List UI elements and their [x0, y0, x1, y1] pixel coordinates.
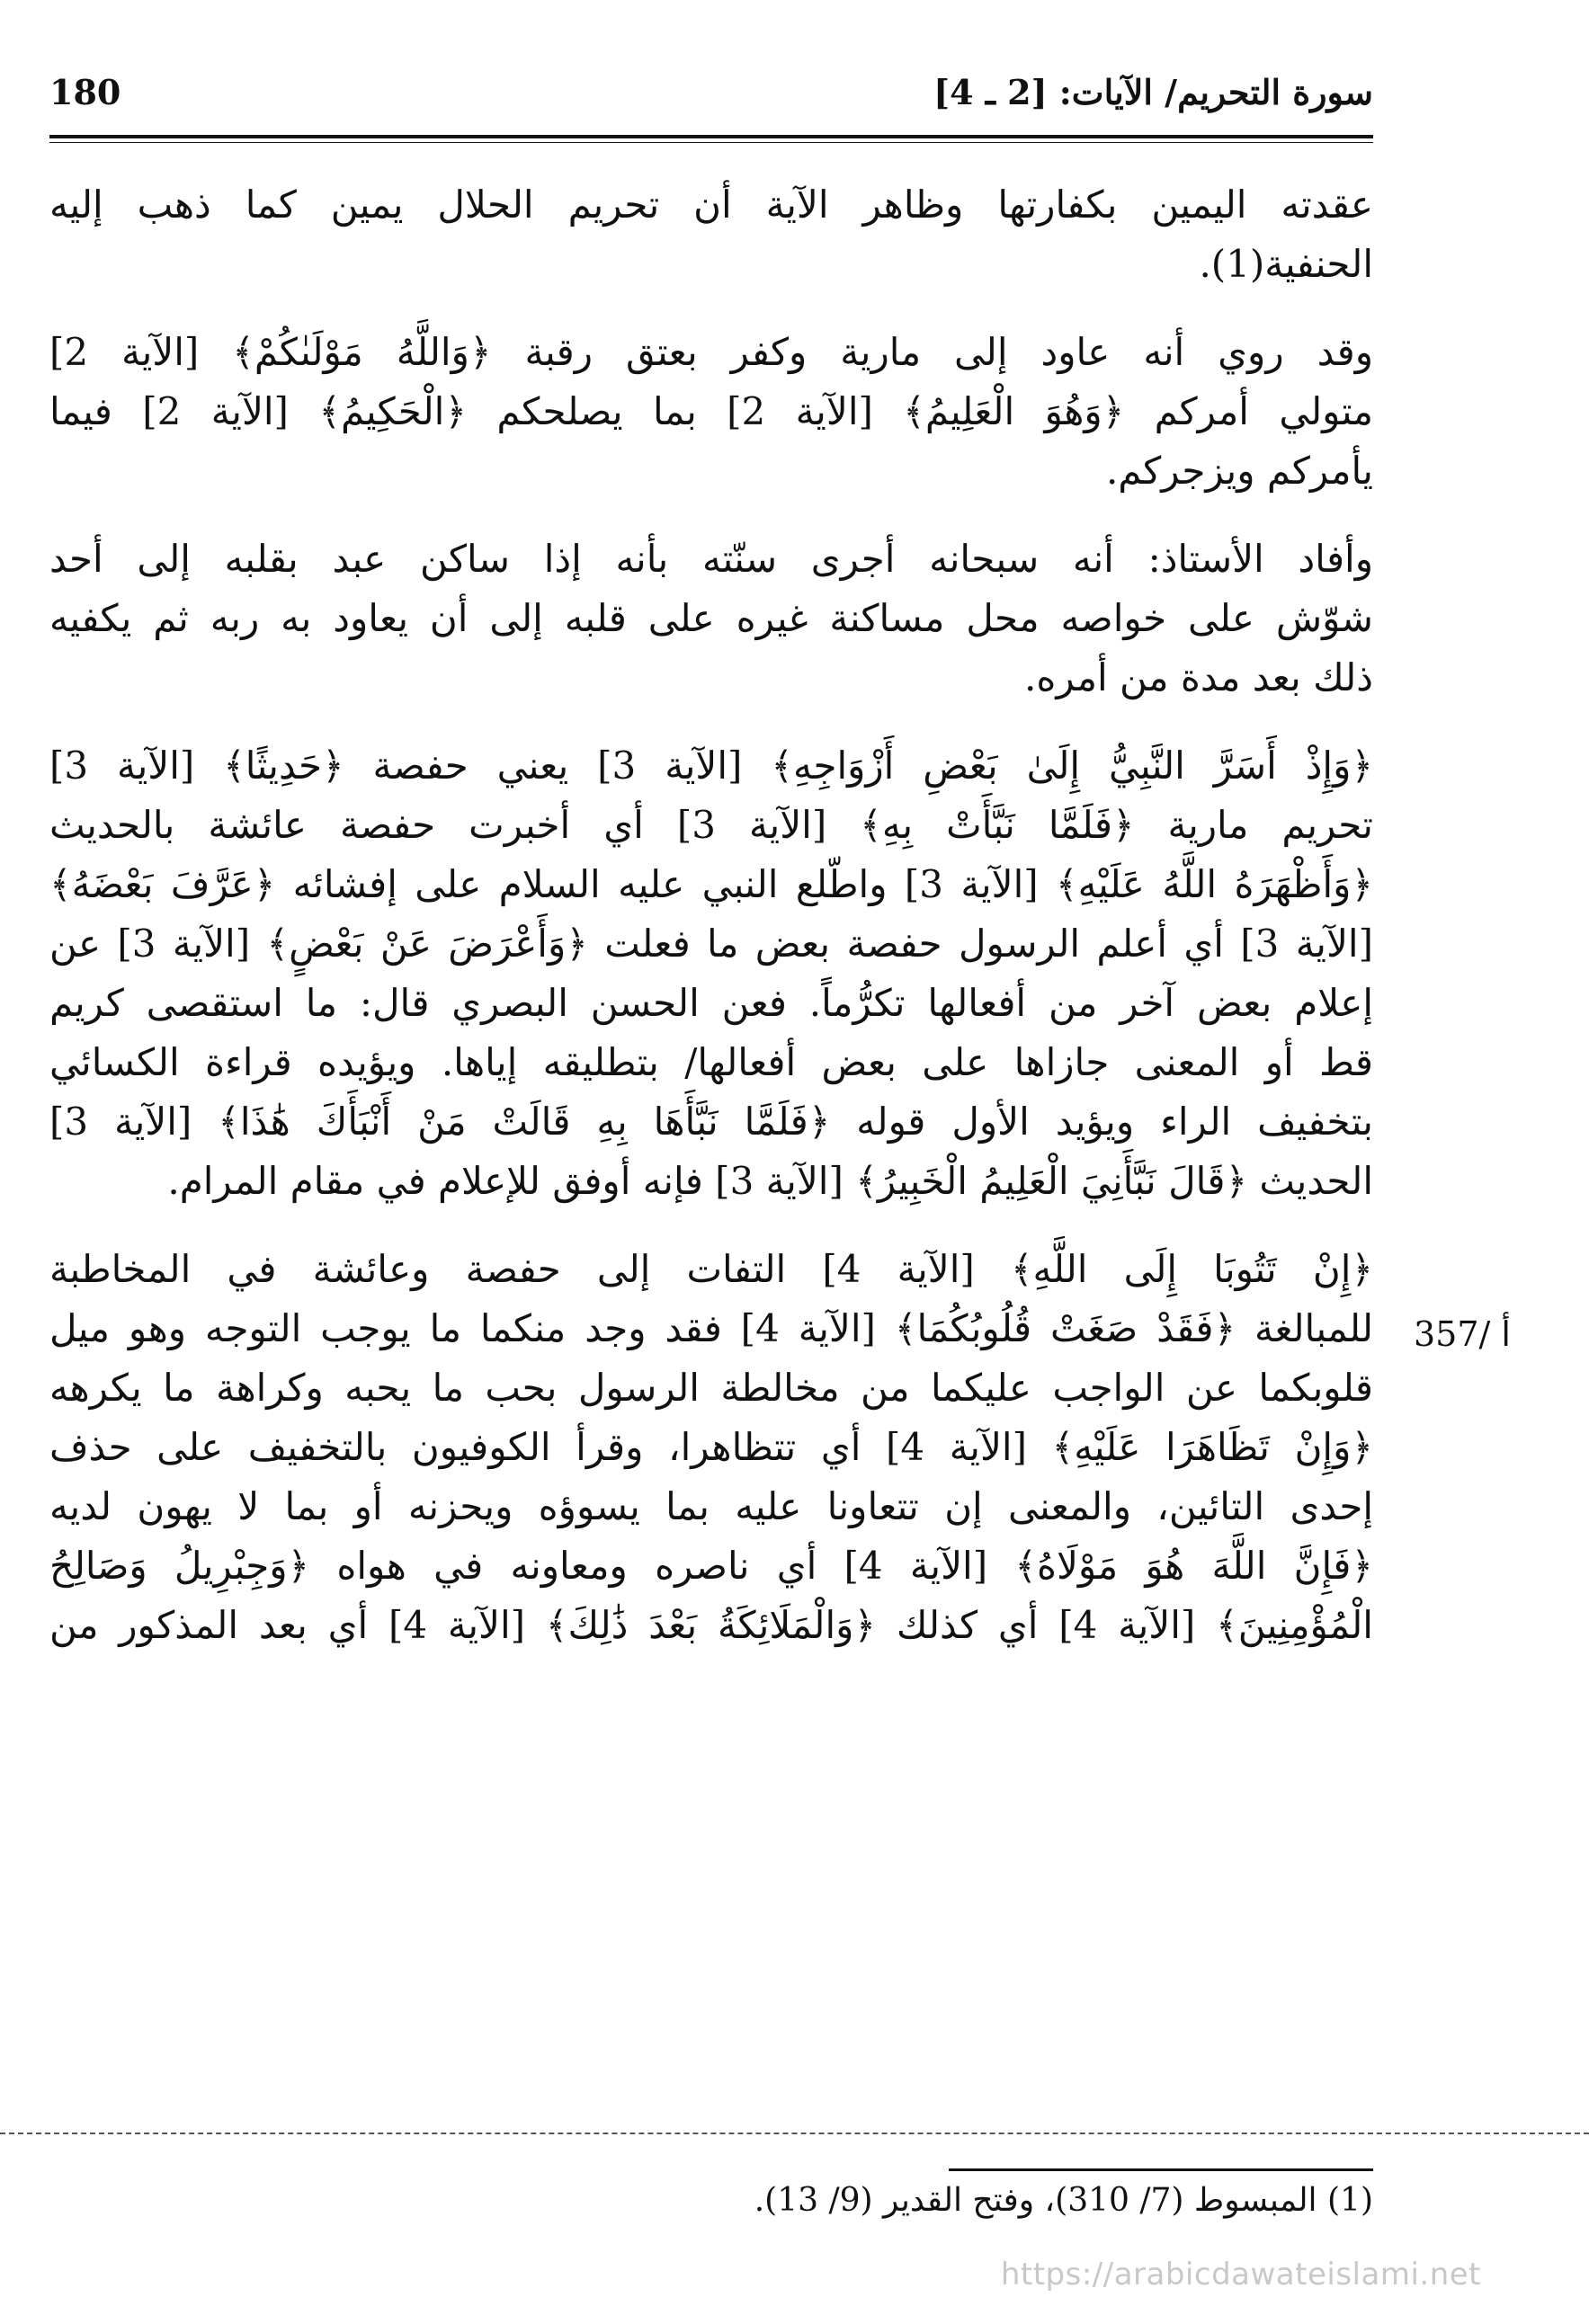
text-line: الحديث ﴿قَالَ نَبَّأَنِيَ الْعَلِيمُ الْخَبِيرُ﴾ [الآية 3] فإنه أوفق للإعلام في مقام المرام. [167, 1159, 1373, 1203]
text-line: ذلك بعد مدة من أمره. [1023, 655, 1373, 699]
paragraph-2 [49, 323, 1373, 501]
text-line: ﴿وَأَظْهَرَهُ اللَّهُ عَلَيْهِ﴾ [الآية 3] واطّلع النبي عليه السلام على إفشائه ﴿عَرَّفَ بَعْضَهُ﴾ [49, 862, 1374, 906]
text-line: إعلام بعض آخر من أفعالها تكرُّماً. فعن الحسن البصري قال: ما استقصى كريم [49, 981, 1373, 1025]
text-line: وقد روي أنه عاود إلى مارية وكفر بعتق رقبة ﴿وَاللَّهُ مَوْلَىٰكُمْ﴾ [الآية 2] [49, 330, 1373, 374]
text-line: ﴿إِنْ تَتُوبَا إِلَى اللَّهِ﴾ [الآية 4] التفات إلى حفصة وعائشة في المخاطبة [49, 1247, 1373, 1291]
text-line: ﴿وَإِنْ تَظَاهَرَا عَلَيْهِ﴾ [الآية 4] أي تتظاهرا، وقرأ الكوفيون بالتخفيف على حذف [49, 1425, 1373, 1469]
text-line: متولي أمركم ﴿وَهُوَ الْعَلِيمُ﴾ [الآية 2] بما يصلحكم ﴿الْحَكِيمُ﴾ [الآية 2] فيما [49, 389, 1373, 433]
paragraph-1 [49, 175, 1373, 294]
paragraph-5 [49, 1240, 1373, 1655]
text-line: قلوبكما عن الواجب عليكما من مخالطة الرسول بحب ما يحبه وكراهة ما يكرهه [49, 1366, 1373, 1410]
text-line: الحنفية(1). [1199, 242, 1373, 286]
text-line: قط أو المعنى جازاها على بعض أفعالها/ بتطليقه إياها. ويؤيده قراءة الكسائي [49, 1040, 1373, 1084]
text-line: تحريم مارية ﴿فَلَمَّا نَبَّأَتْ بِهِ﴾ [الآية 3] أي أخبرت حفصة عائشة بالحديث [49, 803, 1373, 847]
page-header [49, 70, 1373, 133]
margin-manuscript-folio: 357/ أ [1414, 1314, 1511, 1354]
text-line: للمبالغة ﴿فَقَدْ صَغَتْ قُلُوبُكُمَا﴾ [الآية 4] فقد وجد منكما ما يوجب التوجه وهو ميل [49, 1306, 1373, 1350]
text-line: ﴿وَإِذْ أَسَرَّ النَّبِيُّ إِلَىٰ بَعْضِ أَزْوَاجِهِ﴾ [الآية 3] يعني حفصة ﴿حَدِيثًا﴾ [الآية 3] [49, 744, 1373, 788]
running-title: سورة التحريم/ الآيات: [2 ـ 4] [933, 72, 1373, 112]
header-rule [49, 135, 1373, 143]
footnote: (1) المبسوط (7/ 310)، وفتح القدير (9/ 13). [754, 2182, 1373, 2219]
watermark-url: https://arabicdawateislami.net [1000, 2257, 1481, 2293]
text-line: شوّش على خواصه محل مساكنة غيره على قلبه إلى أن يعاود به ربه ثم يكفيه [49, 596, 1373, 640]
text-line: وأفاد الأستاذ: أنه سبحانه أجرى سنّته بأنه إذا ساكن عبد بقلبه إلى أحد [49, 537, 1373, 581]
page-number: 180 [49, 72, 121, 112]
text-line: ﴿فَإِنَّ اللَّهَ هُوَ مَوْلَاهُ﴾ [الآية 4] أي ناصره ومعاونه في هواه ﴿وَجِبْرِيلُ وَصَالِحُ [49, 1544, 1373, 1588]
text-line: [الآية 3] أي أعلم الرسول حفصة بعض ما فعلت ﴿وَأَعْرَضَ عَنْ بَعْضٍ﴾ [الآية 3] عن [49, 922, 1373, 966]
text-line: بتخفيف الراء ويؤيد الأول قوله ﴿فَلَمَّا نَبَّأَهَا بِهِ قَالَتْ مَنْ أَنْبَأَكَ هَٰذَا﴾ [الآية 3] [49, 1100, 1373, 1144]
footnote-rule [949, 2168, 1373, 2171]
text-line: الْمُؤْمِنِينَ﴾ [الآية 4] أي كذلك ﴿وَالْمَلَائِكَةُ بَعْدَ ذَٰلِكَ﴾ [الآية 4] أي بعد المذكور من [49, 1603, 1373, 1647]
paragraph-3 [49, 530, 1373, 708]
paragraph-4 [49, 736, 1373, 1211]
text-line: يأمركم ويزجركم. [1105, 449, 1373, 493]
body-text [49, 175, 1373, 1684]
text-line: عقدته اليمين بكفارتها وظاهر الآية أن تحريم الحلال يمين كما ذهب إليه [49, 183, 1373, 227]
text-line: إحدى التائين، والمعنى إن تتعاونا عليه بما يسوؤه ويحزنه أو بما لا يهون لديه [49, 1484, 1373, 1528]
page-bottom-dashed-rule [0, 2133, 1589, 2134]
